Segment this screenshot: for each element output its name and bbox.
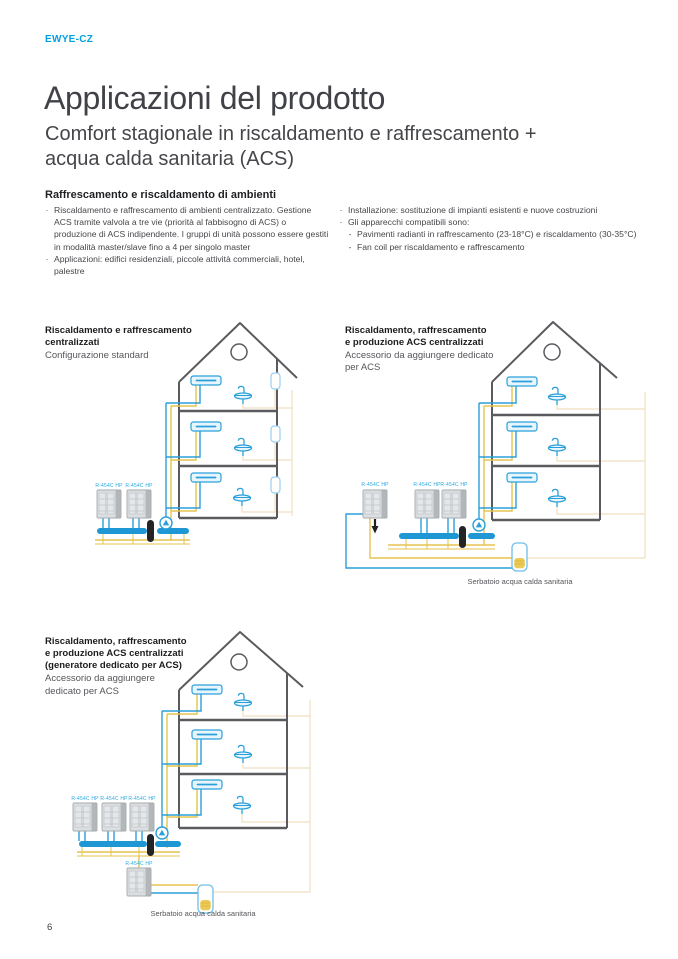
diagram-1-title: Riscaldamento e raffrescamento centralizzati — [45, 325, 192, 349]
unit-label: R-454C HP — [125, 861, 153, 867]
hydraulic-separator-icon — [459, 526, 466, 548]
roof-vent-icon — [544, 344, 560, 360]
bullet-column-right — [339, 204, 645, 253]
down-arrow-icon — [372, 519, 379, 534]
sub-bullet-list — [348, 228, 645, 252]
heat-pump-unit-icon — [363, 490, 387, 518]
unit-label: R-454C HP — [361, 482, 389, 488]
radiator-icon — [271, 426, 280, 442]
dhw-pipes-tan — [214, 700, 310, 892]
washbasin-tap-icon — [235, 745, 252, 763]
washbasin-tap-icon — [235, 693, 252, 711]
fan-coil-icon — [192, 685, 222, 694]
radiator-icon — [271, 373, 280, 389]
dedicated-acs-unit-icon — [127, 868, 151, 896]
unit-label: R-454C HP — [440, 482, 468, 488]
unit-label: R-454C HP — [413, 482, 441, 488]
heat-pump-unit-icon — [127, 490, 151, 518]
diagram-3-illustration — [40, 630, 350, 922]
washbasin-tap-icon — [234, 796, 251, 814]
bullet-marker: · — [339, 205, 343, 215]
bullet-text: Installazione: sostituzione di impianti esistenti e nuove costruzioni — [348, 205, 598, 215]
washbasin-tap-icon — [549, 489, 566, 507]
fan-coil-icon — [191, 473, 221, 482]
bullet-marker: · — [339, 217, 343, 228]
page-number: 6 — [47, 922, 53, 933]
section-heading: Raffrescamento e riscaldamento di ambienti — [45, 189, 277, 201]
heat-pump-unit-icon — [102, 803, 126, 831]
fan-coil-icon — [192, 730, 222, 739]
fan-coil-icon — [192, 780, 222, 789]
bullet-text: Riscaldamento e raffrescamento di ambienti centralizzato. Gestione ACS tramite valvola a tre vie (priorità al fabbisogno di ACS) o produzione di ACS indipendente. I gruppi di unità possono essere gestiti in modalità master/slave fino a 4 per singolo master — [54, 205, 329, 252]
fan-coil-icon — [191, 422, 221, 431]
bullet-item — [45, 204, 329, 253]
dhw-pipes-tan — [528, 392, 645, 558]
bullet-text: Gli apparecchi compatibili sono: — [348, 217, 470, 228]
heat-pump-unit-icon — [73, 803, 97, 831]
roof-vent-icon — [231, 344, 247, 360]
diagram-3-title: Riscaldamento, raffrescamento e produzione ACS centralizzati (generatore dedicato per ACS) — [45, 636, 187, 672]
sub-bullet-item — [348, 228, 645, 240]
bullet-item — [45, 253, 329, 277]
diagram-1-illustration — [40, 318, 330, 563]
hydraulic-separator-icon — [147, 520, 154, 542]
washbasin-tap-icon — [549, 438, 566, 456]
bullet-column-left — [45, 204, 329, 277]
house-outline — [492, 322, 617, 520]
hydraulic-separator-icon — [147, 834, 154, 856]
radiator-icon — [271, 477, 280, 493]
heat-pump-unit-icon — [415, 490, 439, 518]
circulation-pump-icon — [156, 827, 168, 839]
diagram-2-illustration — [340, 318, 670, 593]
hot-water-pipes-gold — [95, 385, 196, 544]
circulation-pump-icon — [473, 519, 485, 531]
fan-coil-icon — [507, 473, 537, 482]
diagram-2-title: Riscaldamento, raffrescamento e produzione ACS centralizzati — [345, 325, 487, 349]
page-subtitle: Comfort stagionale in riscaldamento e raffrescamento + acqua calda sanitaria (ACS) — [45, 123, 537, 170]
dash-marker: - — [348, 229, 352, 240]
tank-caption: Serbatoio acqua calda sanitaria — [150, 909, 256, 918]
bullet-marker: · — [45, 205, 49, 215]
dash-marker: - — [348, 241, 352, 252]
fan-coil-icon — [507, 422, 537, 431]
cold-water-pipes-blue — [346, 386, 516, 568]
hot-water-tank-icon — [512, 543, 527, 571]
diagram-2-subtitle: Accessorio da aggiungere dedicato per ACS — [345, 350, 494, 374]
roof-vent-icon — [231, 654, 247, 670]
heat-pump-unit-icon — [130, 803, 154, 831]
unit-label: R-454C HP — [95, 483, 123, 489]
unit-label: R-454C HP — [100, 796, 128, 802]
hot-water-pipes-gold — [370, 386, 512, 558]
fan-coil-icon — [507, 377, 537, 386]
washbasin-tap-icon — [235, 386, 252, 404]
heat-pump-unit-icon — [442, 490, 466, 518]
sub-bullet-text: Pavimenti radianti in raffrescamento (23-18°C) e riscaldamento (30-35°C) — [357, 229, 637, 240]
tank-caption: Serbatoio acqua calda sanitaria — [467, 577, 573, 586]
sub-bullet-item — [348, 241, 645, 253]
circulation-pump-icon — [160, 517, 172, 529]
bullet-marker: · — [45, 253, 49, 264]
sub-bullet-text: Fan coil per riscaldamento e raffrescamento — [357, 241, 525, 252]
bullet-item — [339, 216, 645, 228]
product-code: EWYE-CZ — [45, 34, 94, 45]
page-title: Applicazioni del prodotto — [44, 80, 386, 116]
heat-pump-unit-icon — [97, 490, 121, 518]
diagram-1-subtitle: Configurazione standard — [45, 350, 149, 362]
bullet-item — [339, 204, 645, 216]
diagram-3-subtitle: Accessorio da aggiungere dedicato per ACS — [45, 673, 155, 697]
washbasin-tap-icon — [549, 387, 566, 405]
washbasin-tap-icon — [234, 488, 251, 506]
unit-label: R-454C HP — [71, 796, 99, 802]
washbasin-tap-icon — [235, 438, 252, 456]
bullet-text: Applicazioni: edifici residenziali, piccole attività commerciali, hotel, palestre — [54, 253, 305, 277]
unit-label: R-454C HP — [125, 483, 153, 489]
fan-coil-icon — [191, 376, 221, 385]
unit-label: R-454C HP — [128, 796, 156, 802]
